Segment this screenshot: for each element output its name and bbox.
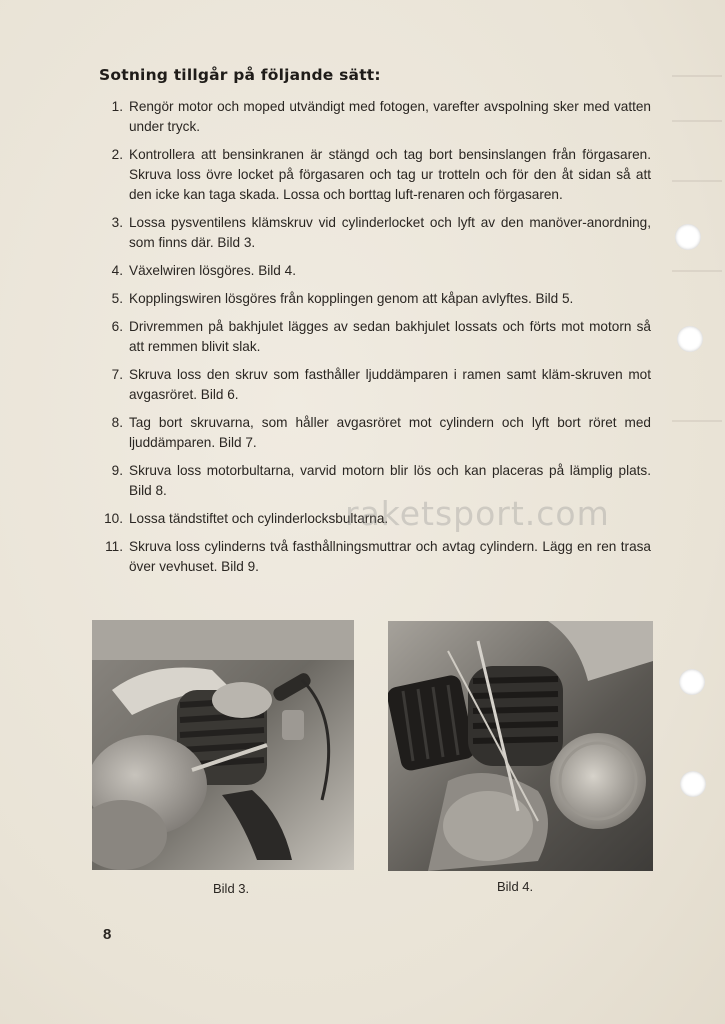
punch-hole [675,224,701,250]
bleed-through-line [672,270,722,272]
step-text: Växelwiren lösgöres. Bild 4. [129,263,296,278]
step-number: 7. [111,367,123,382]
list-item [101,261,651,281]
figure-caption: Bild 4. [497,879,534,894]
list-item [101,365,651,405]
page-number: 8 [103,926,112,943]
figure-photo-bild-4 [388,621,653,871]
list-item [101,213,651,253]
step-text: Kontrollera att bensinkranen är stängd och tag bort bensinslangen från förgasaren. Skruva loss övre locket på förgasaren och tag ur trotteln och för den åt sidan så att den icke kan taga skada. Lossa och borttag luft-renaren och förgasaren. [129,147,651,202]
step-text: Skruva loss motorbultarna, varvid motorn blir lös och kan placeras på lämplig plats. Bild 8. [129,463,651,498]
step-text: Drivremmen på bakhjulet lägges av sedan bakhjulet lossats och förts mot motorn så att remmen blivit slak. [129,319,651,354]
step-number: 1. [111,99,123,114]
step-text: Kopplingswiren lösgöres från kopplingen genom att kåpan avlyftes. Bild 5. [129,291,574,306]
step-number: 6. [111,319,123,334]
step-text: Skruva loss cylinderns två fasthållningsmuttrar och avtag cylindern. Lägg en ren trasa över vevhuset. Bild 9. [129,539,651,574]
bleed-through-line [672,420,722,422]
step-number: 4. [111,263,123,278]
step-text: Lossa pysventilens klämskruv vid cylinderlocket och lyft av den manöver-anordning, som finns där. Bild 3. [129,215,651,250]
figure-photo-bild-3 [92,620,354,870]
bleed-through-line [672,75,722,77]
bleed-through-line [672,120,722,122]
step-number: 11. [105,539,123,554]
step-text: Rengör motor och moped utvändigt med fotogen, varefter avspolning sker med vatten under tryck. [129,99,651,134]
engine-photo-icon [92,620,354,870]
engine-photo-icon [388,621,653,871]
punch-hole [680,771,706,797]
list-item [101,317,651,357]
list-item [101,413,651,453]
step-number: 10. [104,511,123,526]
step-number: 3. [111,215,123,230]
step-number: 2. [111,147,123,162]
step-text: Lossa tändstiftet och cylinderlocksbultarna. [129,511,389,526]
watermark: raketsport.com [345,494,610,533]
step-text: Skruva loss den skruv som fasthåller ljuddämparen i ramen samt kläm-skruven mot avgasröret. Bild 6. [129,367,651,402]
punch-hole [679,669,705,695]
list-item [101,289,651,309]
step-number: 9. [111,463,123,478]
list-item [101,97,651,137]
section-heading: Sotning tillgår på följande sätt: [99,66,381,84]
step-text: Tag bort skruvarna, som håller avgasröret mot cylindern och lyft bort röret med ljuddämparen. Bild 7. [129,415,651,450]
list-item [101,145,651,205]
step-number: 8. [111,415,123,430]
punch-hole [677,326,703,352]
step-number: 5. [111,291,123,306]
figure-caption: Bild 3. [213,881,250,896]
list-item [101,537,651,577]
bleed-through-line [672,180,722,182]
